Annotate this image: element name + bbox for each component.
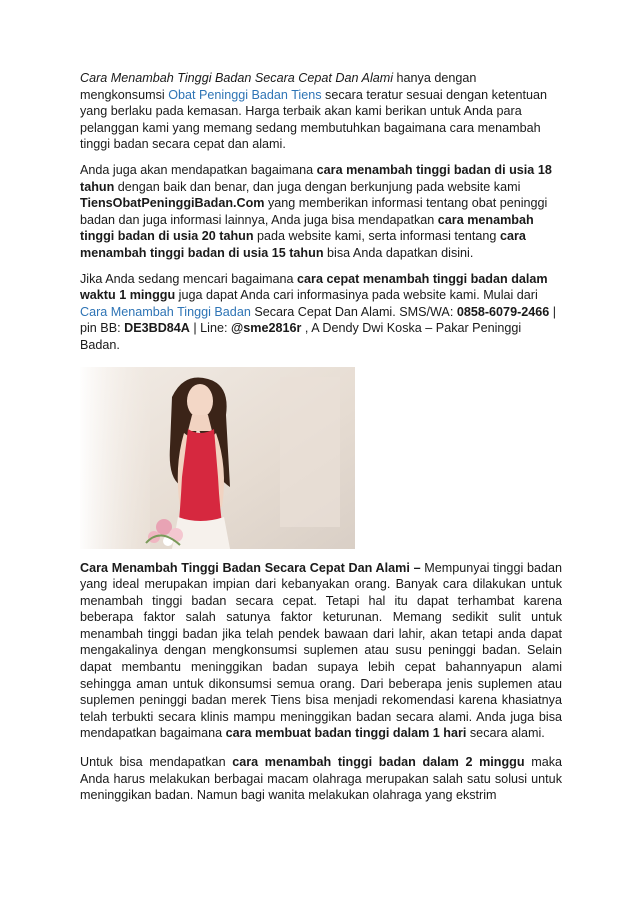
line-id: @sme2816r [230,321,302,336]
paragraph-olahraga [80,754,562,804]
document-page [80,70,562,804]
text: Anda juga akan mendapatkan bagaimana [80,162,317,177]
paragraph-contact [80,271,562,354]
paragraph-intro [80,70,562,153]
woman-photo-icon [80,367,355,549]
italic-title: Cara Menambah Tinggi Badan Secara Cepat Dan Alami [80,71,394,85]
text: Jika Anda sedang mencari bagaimana [80,271,298,286]
text: secara teratur sesuai dengan ketentuan yang berlaku pada kemasan. Harga terbaik akan kami berikan untuk Anda para pelanggan kami yang memang sedang membutuhkan bagaimana cara menambah tinggi badan secara cepat dan alami. [80,87,547,152]
pin-bb: DE3BD84A [124,321,190,336]
text: | pin BB: [80,304,557,336]
text: bisa Anda dapatkan disini. [323,245,474,260]
text: yang memberikan informasi tentang obat peninggi badan dan juga informasi lainnya, Anda juga bisa mendapatkan [80,196,548,227]
text: Secara Cepat Dan Alami. SMS/WA: [250,304,457,319]
text: Mempunyai tinggi badan yang ideal merupakan impian dari kebanyakan orang. Banyak cara dilakukan untuk menambah tinggi badan secara cepat. Tetapi hal itu dapat terhambat karena beberapa faktor salah satunya faktor keturunan. Memang sedikit sulit untuk menambah tinggi badan jika telah pendek bawaan dari lahir, akan tetapi anda dapat mengakalinya dengan mengkonsumsi suplemen atau susu peninggi badan. Selain dapat membantu meninggikan badan supaya lebih cepat bahannyapun alami sehingga aman untuk dikonsumsi semua orang. Dari beberapa jenis suplemen atau suplemen peninggi badan merek Tiens bisa menjadi rekomendasi karena khasiatnya telah terbukti secara klinis mampu meninggikan badan secara alami. Anda juga bisa mendapatkan bagaimana [80,560,562,741]
text: maka Anda harus melakukan berbagai macam olahraga merupakan salah satu solusi untuk meninggikan badan. Namun bagi wanita melakukan olahraga yang ekstrim [80,755,562,803]
bold-text: cara menambah tinggi badan di usia 20 tahun [80,212,534,244]
text: juga dapat Anda cari informasinya pada website kami. Mulai dari [175,288,538,303]
paragraph-main [80,560,562,743]
bold-text: cara menambah tinggi badan dalam 2 minggu [232,755,525,770]
paragraph-usia [80,162,562,262]
woman-photo [80,367,355,549]
text: , A Dendy Dwi Koska – Pakar Peninggi Badan. [80,321,522,352]
text: dengan baik dan benar, dan juga dengan berkunjung pada website kami [114,179,521,194]
bold-text: cara cepat menambah tinggi badan dalam waktu 1 minggu [80,271,548,303]
link-cara-menambah[interactable]: Cara Menambah Tinggi Badan [80,304,251,319]
bold-heading: Cara Menambah Tinggi Badan Secara Cepat Dan Alami – [80,560,421,575]
bold-text: cara membuat badan tinggi dalam 1 hari [225,726,467,741]
phone-number: 0858-6079-2466 [456,304,550,319]
text: hanya dengan mengkonsumsi [80,71,477,102]
text: Untuk bisa mendapatkan [80,755,233,770]
bold-text: cara menambah tinggi badan di usia 15 tahun [80,229,526,260]
text: secara alami. [466,726,545,741]
link-obat-peninggi[interactable]: Obat Peninggi Badan Tiens [168,87,322,102]
bold-text: cara menambah tinggi badan di usia 18 tahun [80,162,552,194]
text: pada website kami, serta informasi tentang [253,229,500,244]
website-name: TiensObatPeninggiBadan.Com [80,196,265,211]
text: | Line: [189,321,231,336]
